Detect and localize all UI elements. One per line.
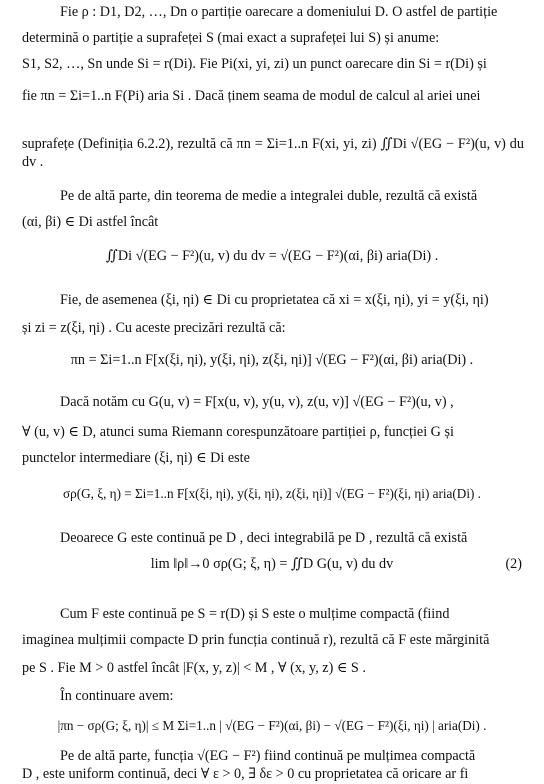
- paragraph-line: pe S . Fie M > 0 astfel încât |F(x, y, z)| < M , ∀ (x, y, z) ∈ S .: [22, 660, 366, 676]
- paragraph-line: punctelor intermediare (ξi, ηi) ∈ Di este: [22, 450, 250, 466]
- paragraph-line: Pe de altă parte, funcția √(EG − F²) fiind continuă pe mulțimea compactă: [60, 748, 476, 764]
- display-equation: σρ(G, ξ, η) = Σi=1..n F[x(ξi, ηi), y(ξi, ηi), z(ξi, ηi)] √(EG − F²)(ξi, ηi) aria(Di) .: [63, 486, 481, 501]
- paragraph-line: ∀ (u, v) ∈ D, atunci suma Riemann corespunzătoare partiției ρ, funcției G și: [22, 424, 454, 440]
- paragraph-line: (αi, βi) ∈ Di astfel încât: [22, 214, 159, 230]
- paragraph-line: Fie, de asemenea (ξi, ηi) ∈ Di cu proprietatea că xi = x(ξi, ηi), yi = y(ξi, ηi): [60, 292, 489, 308]
- display-equation: |πn − σρ(G; ξ, η)| ≤ M Σi=1..n | √(EG − F²)(αi, βi) − √(EG − F²)(ξi, ηi) | aria(Di) .: [57, 718, 487, 733]
- paragraph-line: Cum F este continuă pe S = r(D) și S este o mulțime compactă (fiind: [60, 606, 450, 622]
- paragraph-line: Dacă notăm cu G(u, v) = F[x(u, v), y(u, v), z(u, v)] √(EG − F²)(u, v) ,: [60, 394, 454, 410]
- paragraph-line: S1, S2, …, Sn unde Si = r(Di). Fie Pi(xi, yi, zi) un punct oarecare din Si = r(Di) și: [22, 56, 487, 72]
- paragraph-line: Pe de altă parte, din teorema de medie a integralei duble, rezultă că există: [60, 188, 478, 204]
- paragraph-line: determină o partiție a suprafeței S (mai exact a suprafeței lui S) și anume:: [22, 30, 440, 46]
- display-equation-numbered: lim ‖ρ‖→0 σρ(G; ξ, η) = ∬D G(u, v) du dv: [150, 556, 394, 572]
- paragraph-line-truncated: D , este uniform continuă, deci ∀ ε > 0, ∃ δε > 0 cu proprietatea că oricare ar fi: [22, 766, 469, 782]
- paragraph-line: Fie ρ : D1, D2, …, Dn o partiție oarecare a domeniului D. O astfel de partiție: [60, 4, 498, 20]
- equation-number: (2): [505, 556, 522, 572]
- paragraph-line: suprafețe (Definiția 6.2.2), rezultă că πn = Σi=1..n F(xi, yi, zi) ∬Di √(EG − F²)(u, v) du dv .: [22, 136, 524, 170]
- paragraph-line: și zi = z(ξi, ηi) . Cu aceste precizări rezultă că:: [22, 320, 286, 336]
- paragraph-line: Deoarece G este continuă pe D , deci integrabilă pe D , rezultă că există: [60, 530, 468, 546]
- display-equation: πn = Σi=1..n F[x(ξi, ηi), y(ξi, ηi), z(ξi, ηi)] √(EG − F²)(αi, βi) aria(Di) .: [70, 352, 474, 368]
- paragraph-line: fie πn = Σi=1..n F(Pi) aria Si . Dacă ținem seama de modul de calcul al ariei unei: [22, 88, 481, 104]
- display-equation: ∬Di √(EG − F²)(u, v) du dv = √(EG − F²)(αi, βi) aria(Di) .: [105, 248, 439, 264]
- paragraph-line: imaginea mulțimii compacte D prin funcția continuă r), rezultă că F este mărginită: [22, 632, 490, 648]
- paragraph-line: În continuare avem:: [60, 688, 174, 704]
